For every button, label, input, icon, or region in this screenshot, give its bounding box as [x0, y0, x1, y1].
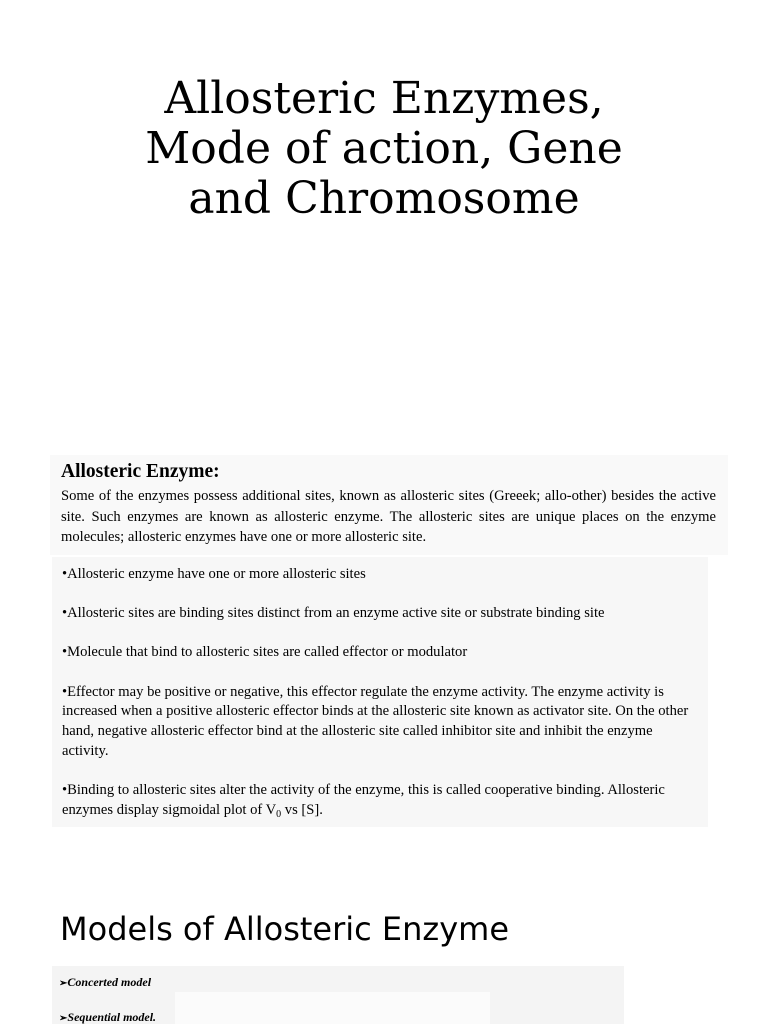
arrow-bullet-icon: ➢ [59, 978, 68, 989]
section-heading: Models of Allosteric Enzyme [60, 910, 509, 948]
model-item-concerted [59, 975, 151, 991]
bullet-item: •Effector may be positive or negative, this effector regulate the enzyme activity. The enzyme activity is increased when a positive allosteric effector binds at the allosteric site known as activator site. On the other hand, negative allosteric effector bind at the allosteric site called inhibitor site and inhibit the enzyme activity. [62, 683, 689, 759]
bullet-text: •Binding to allosteric sites alter the activity of the enzyme, this is called cooperative binding. Allosteric enzymes display sigmoidal plot of V [62, 781, 665, 818]
definition-heading: Allosteric Enzyme: [61, 461, 220, 482]
arrow-bullet-icon: ➢ [59, 1013, 68, 1024]
title-line-2: Mode of action, Gene [145, 123, 623, 174]
bullet-item: •Molecule that bind to allosteric sites are called effector or modulator [62, 644, 468, 661]
model-label: Concerted model [67, 975, 152, 989]
bullet-text-end: vs [S]. [281, 801, 323, 818]
model-label: Sequential model. [67, 1010, 157, 1024]
models-image-strip [175, 992, 490, 1024]
bullets-image-box [52, 557, 708, 827]
slide-title [0, 74, 768, 224]
definition-image-box [50, 455, 728, 555]
bullet-item [62, 781, 698, 820]
title-line-3: and Chromosome [188, 173, 580, 224]
title-line-1: Allosteric Enzymes, [164, 73, 604, 124]
definition-text: Some of the enzymes possess additional sites, known as allosteric sites (Greeek; allo-other) besides the active site. Such enzymes are known as allosteric enzyme. The allosteric sites are unique places on the enzyme molecules; allosteric enzymes have one or more allosteric site. [61, 488, 716, 545]
bullet-item: •Allosteric sites are binding sites distinct from an enzyme active site or substrate binding site [62, 605, 605, 622]
models-image-box [52, 966, 624, 1024]
bullet-list [62, 565, 698, 820]
bullet-item: •Allosteric enzyme have one or more allosteric sites [62, 566, 366, 582]
model-item-sequential [59, 1010, 156, 1024]
velocity-subscript: 0 [276, 808, 282, 820]
